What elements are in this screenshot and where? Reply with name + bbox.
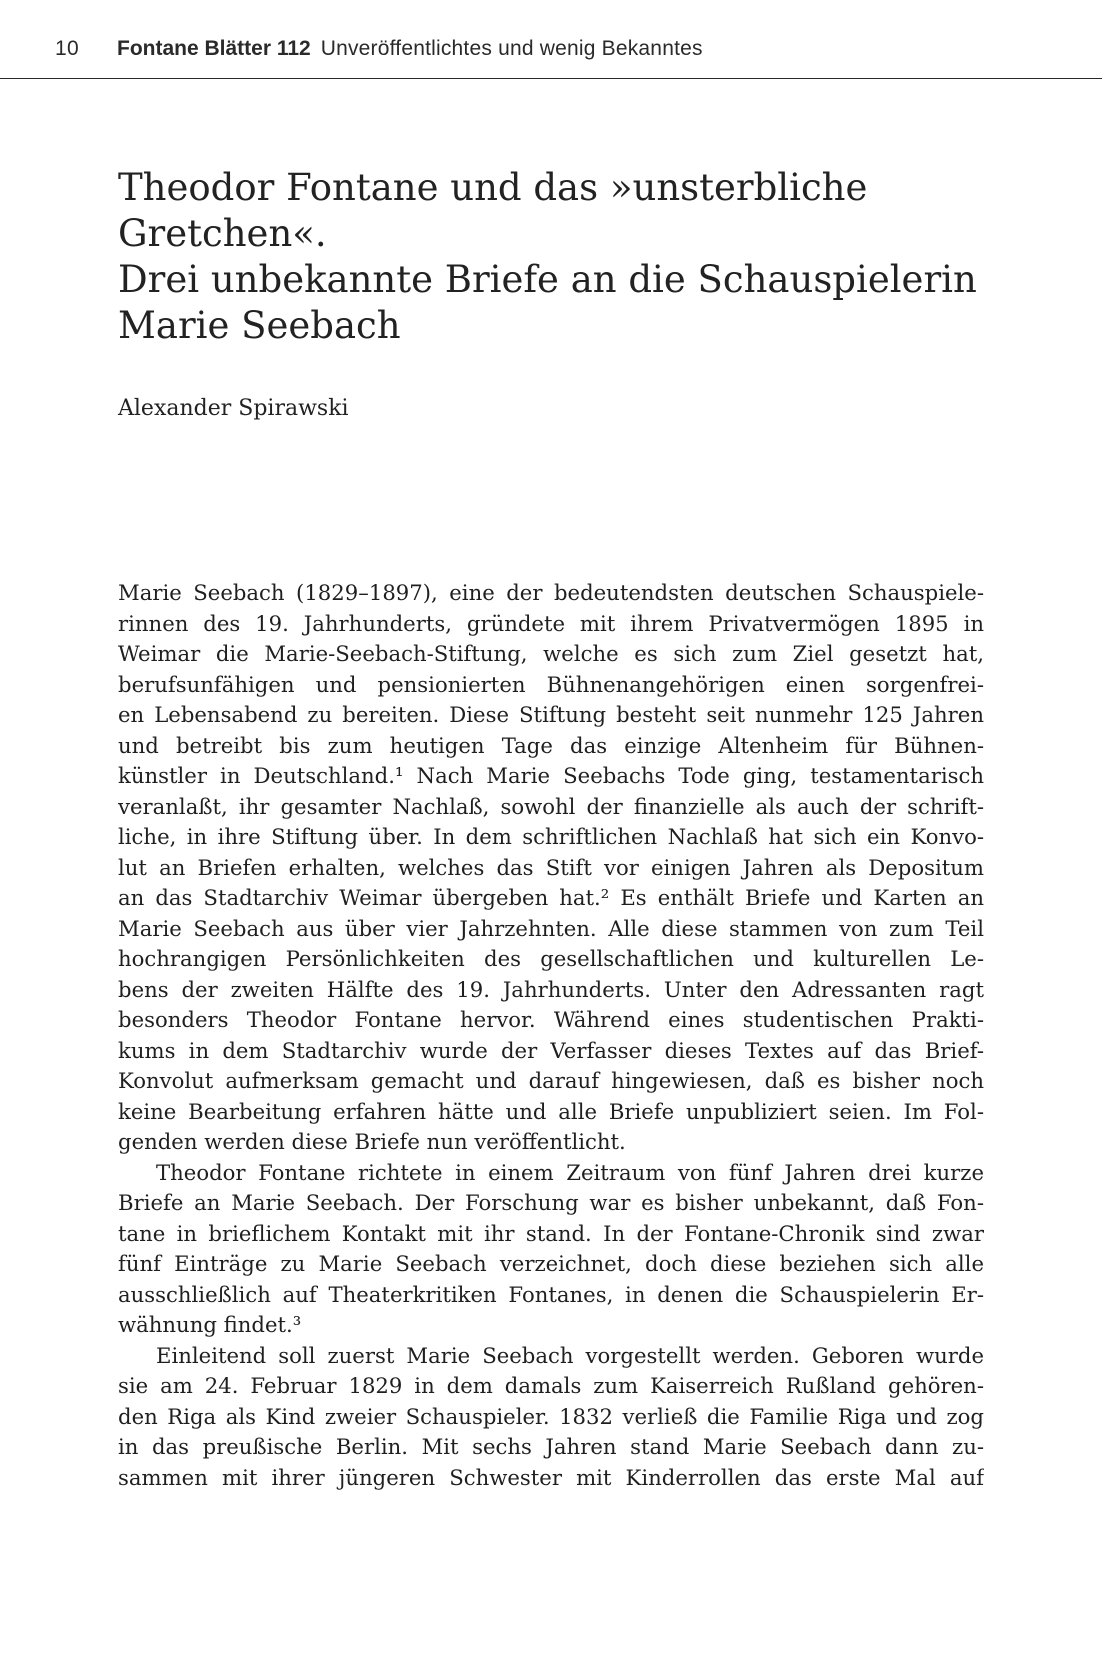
text-line: hochrangigen Persönlichkeiten des gesellschaftlichen und kulturellen Le- [118, 946, 984, 971]
text-line: keine Bearbeitung erfahren hätte und alle Briefe unpubliziert seien. Im Fol- [118, 1098, 984, 1124]
text-line: ausschließlich auf Theaterkritiken Fontanes, in denen die Schauspielerin Er- [118, 1281, 984, 1307]
journal-name: Fontane Blätter 112 [117, 37, 311, 60]
text-line: liche, in ihre Stiftung über. In dem schriftlichen Nachlaß hat sich ein Konvo- [118, 824, 984, 849]
text-line: und betreibt bis zum heutigen Tage das einzige Altenheim für Bühnen- [118, 732, 984, 758]
text-line: besonders Theodor Fontane hervor. Während eines studentischen Prakti- [118, 1007, 984, 1032]
text-line: fünf Einträge zu Marie Seebach verzeichnet, doch diese beziehen sich alle [118, 1251, 984, 1276]
article-body [118, 578, 984, 1493]
journal-line [117, 37, 703, 61]
text-line: tane in brieflichem Kontakt mit ihr stand. In der Fontane-Chronik sind zwar [118, 1220, 984, 1246]
text-line: lut an Briefen erhalten, welches das Stift vor einigen Jahren als Depositum [118, 854, 984, 880]
text-line: an das Stadtarchiv Weimar übergeben hat.² Es enthält Briefe und Karten an [118, 885, 984, 910]
text-line: sie am 24. Februar 1829 in dem damals zum Kaiserreich Rußland gehören- [118, 1373, 984, 1398]
paragraph-2 [118, 1158, 984, 1341]
text-line: veranlaßt, ihr gesamter Nachlaß, sowohl der finanzielle als auch der schrift- [118, 793, 984, 819]
text-line: den Riga als Kind zweier Schauspieler. 1832 verließ die Familie Riga und zog [118, 1403, 984, 1429]
text-line: en Lebensabend zu bereiten. Diese Stiftung besteht seit nunmehr 125 Jahren [118, 702, 984, 727]
text-line: rinnen des 19. Jahrhunderts, gründete mit ihrem Privatvermögen 1895 in [118, 610, 984, 636]
text-line: künstler in Deutschland.¹ Nach Marie Seebachs Tode ging, testamentarisch [118, 763, 984, 788]
section-name: Unveröffentlichtes und wenig Bekanntes [320, 37, 703, 60]
text-line: Konvolut aufmerksam gemacht und darauf hingewiesen, daß es bisher noch [118, 1068, 984, 1093]
text-line: Marie Seebach aus über vier Jahrzehnten. Alle diese stammen von zum Teil [118, 915, 984, 941]
text-line: sammen mit ihrer jüngeren Schwester mit Kinderrollen das erste Mal auf [118, 1464, 984, 1490]
text-line: kums in dem Stadtarchiv wurde der Verfasser dieses Textes auf das Brief- [118, 1037, 984, 1063]
text-line: genden werden diese Briefe nun veröffentlicht. [118, 1129, 626, 1154]
text-line: berufsunfähigen und pensionierten Bühnenangehörigen einen sorgenfrei- [118, 671, 984, 697]
text-line: bens der zweiten Hälfte des 19. Jahrhunderts. Unter den Adressanten ragt [118, 976, 984, 1002]
title-line: Drei unbekannte Briefe an die Schauspielerin [118, 258, 977, 301]
author-name: Alexander Spirawski [118, 396, 349, 421]
title-line: Theodor Fontane und das »unsterbliche [118, 166, 868, 209]
text-line: Weimar die Marie-Seebach-Stiftung, welche es sich zum Ziel gesetzt hat, [118, 641, 984, 666]
text-line: Briefe an Marie Seebach. Der Forschung war es bisher unbekannt, daß Fon- [118, 1190, 984, 1215]
running-head [0, 0, 1102, 79]
paragraph-3 [118, 1341, 984, 1494]
title-line: Marie Seebach [118, 304, 401, 347]
text-line: in das preußische Berlin. Mit sechs Jahren stand Marie Seebach dann zu- [118, 1434, 984, 1459]
paragraph-1 [118, 578, 984, 1158]
title-line: Gretchen«. [118, 212, 327, 255]
text-line: Marie Seebach (1829–1897), eine der bedeutendsten deutschen Schauspiele- [118, 580, 984, 605]
text-line: Theodor Fontane richtete in einem Zeitraum von fünf Jahren drei kurze [156, 1159, 984, 1185]
text-line: wähnung findet.³ [118, 1312, 302, 1337]
article-title [118, 165, 998, 349]
page-number: 10 [55, 37, 79, 60]
text-line: Einleitend soll zuerst Marie Seebach vorgestellt werden. Geboren wurde [156, 1342, 984, 1368]
